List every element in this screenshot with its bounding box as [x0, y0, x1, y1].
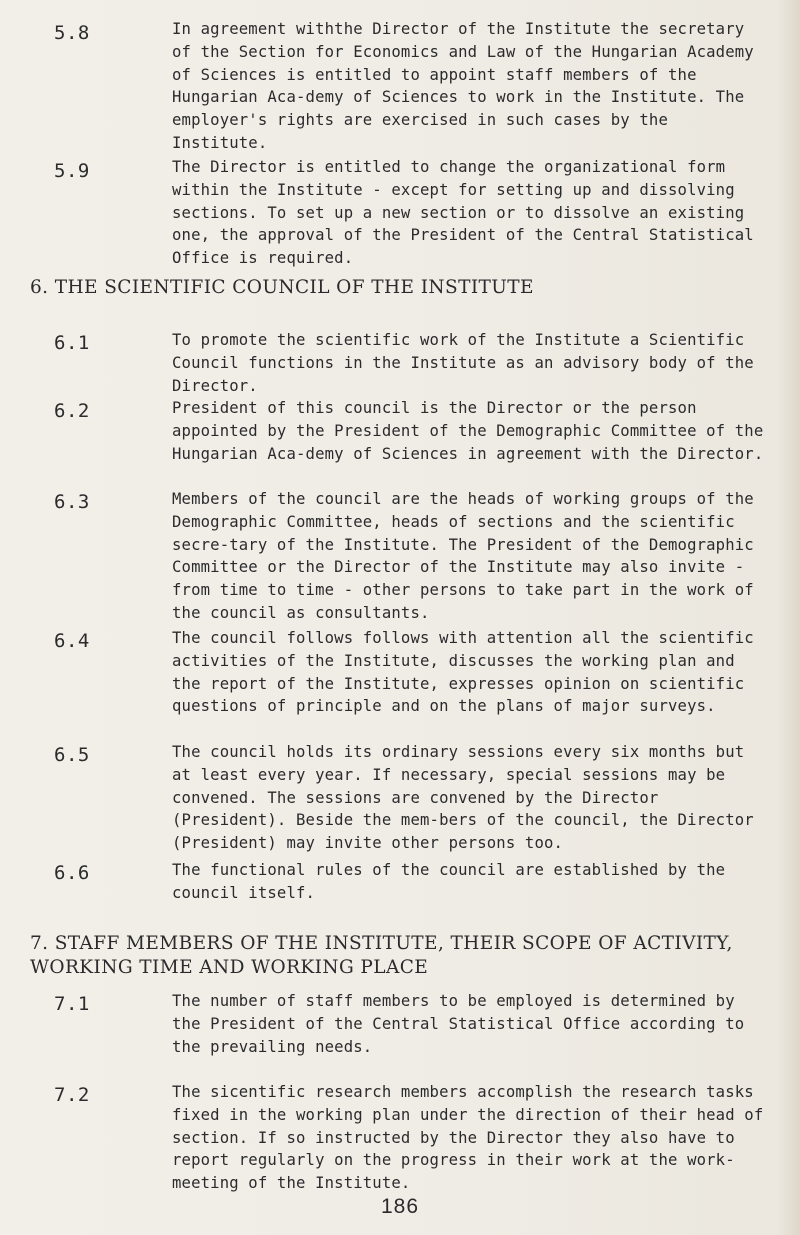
item-text-5-8: In agreement withthe Director of the Institute the secretary of the Section for Economics and Law of the Hungarian Academy of Sciences is entitled to appoint staff members of the Hungarian Aca-demy of Sciences to work in the Institute. The employer's rights are exercised in such cases by the Institute.: [172, 20, 754, 152]
item-number-6-2: 6.2: [54, 400, 90, 422]
section-7-heading-line-1: 7. STAFF MEMBERS OF THE INSTITUTE, THEIR SCOPE OF ACTIVITY,: [30, 933, 733, 954]
item-text-6-5: The council holds its ordinary sessions every six months but at least every year. If necessary, special sessions may be convened. The sessions are convened by the Director (President). Beside the mem-bers of the council, the Director (President) may invite other persons too.: [172, 743, 754, 853]
item-number-7-2: 7.2: [54, 1084, 90, 1106]
section-7-heading-line-2: WORKING TIME AND WORKING PLACE: [30, 957, 429, 978]
item-number-6-5: 6.5: [54, 744, 90, 766]
item-text-6-4: The council follows follows with attention all the scientific activities of the Institute, discusses the working plan and the report of the Institute, expresses opinion on scientific questions of principle and on the plans of major surveys.: [172, 629, 754, 716]
item-text-6-2: President of this council is the Director or the person appointed by the President of the Demographic Committee of the Hungarian Aca-demy of Sciences in agreement with the Director.: [172, 399, 764, 463]
item-number-7-1: 7.1: [54, 993, 90, 1015]
item-number-5-8: 5.8: [54, 22, 90, 44]
item-number-5-9: 5.9: [54, 160, 90, 182]
item-text-7-1: The number of staff members to be employed is determined by the President of the Central Statistical Office according to the prevailing needs.: [172, 992, 745, 1056]
item-text-5-9: The Director is entitled to change the organizational form within the Institute - except for setting up and dissolving sections. To set up a new section or to dissolve an existing one, the approval of the President of the Central Statistical Office is required.: [172, 158, 754, 268]
item-text-6-1: To promote the scientific work of the Institute a Scientific Council functions in the Institute as an advisory body of the Director.: [172, 331, 754, 395]
item-number-6-6: 6.6: [54, 862, 90, 884]
item-text-6-6: The functional rules of the council are established by the council itself.: [172, 861, 726, 902]
item-text-7-2: The sicentific research members accomplish the research tasks fixed in the working plan under the direction of their head of section. If so instructed by the Director they also have to report regularly on the progress in their work at the work-meeting of the Institute.: [172, 1083, 764, 1193]
item-number-6-1: 6.1: [54, 332, 90, 354]
item-number-6-4: 6.4: [54, 630, 90, 652]
page-number: 186: [380, 1195, 420, 1218]
item-text-6-3: Members of the council are the heads of working groups of the Demographic Committee, heads of sections and the scientific secre-tary of the Institute. The President of the Demographic Committee or the Director of the Institute may also invite - from time to time - other persons to take part in the work of the council as consultants.: [172, 490, 754, 622]
section-6-heading: 6. THE SCIENTIFIC COUNCIL OF THE INSTITUTE: [30, 277, 534, 298]
page-edge-shadow: [778, 0, 800, 1235]
item-number-6-3: 6.3: [54, 491, 90, 513]
